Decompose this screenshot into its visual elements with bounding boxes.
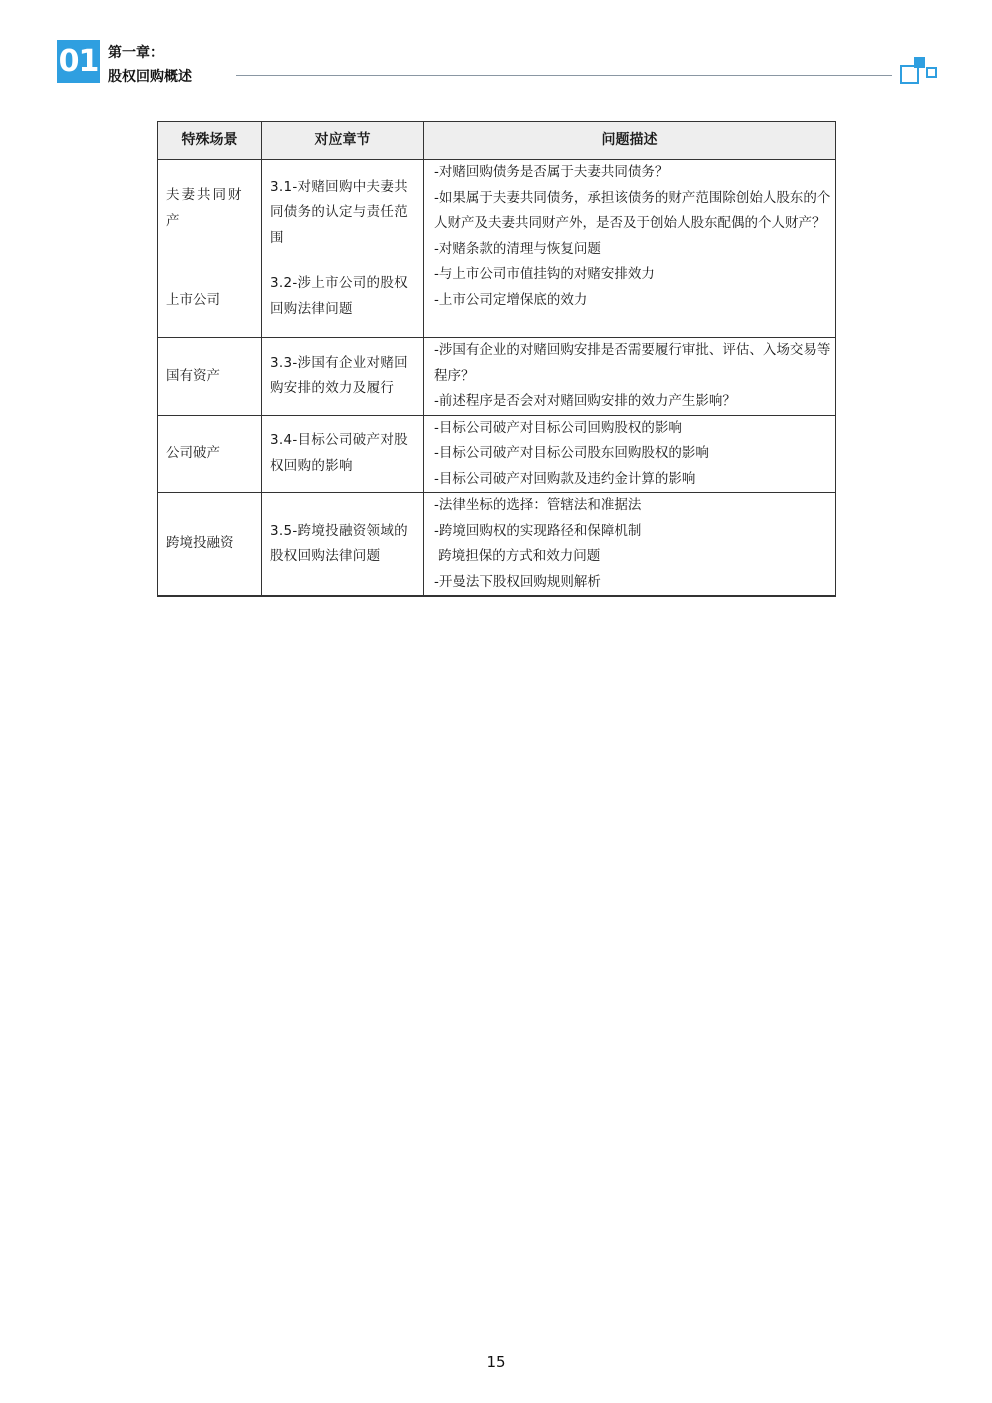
chapter-cell: 3.5-跨境投融资领域的股权回购法律问题 bbox=[262, 493, 424, 597]
chapter-number-badge: 01 bbox=[57, 40, 100, 83]
squares-icon bbox=[900, 57, 938, 87]
page-number: 15 bbox=[486, 1353, 506, 1371]
issue-line: -前述程序是否会对对赌回购安排的效力产生影响？ bbox=[434, 393, 736, 409]
issue-line: -如果属于夫妻共同债务，承担该债务的财产范围除创始人股东的个人财产及夫妻共同财产外，是否及于创始人股东配偶的个人财产？ bbox=[434, 189, 831, 231]
column-header-scene: 特殊场景 bbox=[158, 122, 262, 160]
scene-cell: 公司破产 bbox=[158, 415, 262, 493]
chapter-label: 第一章： bbox=[108, 45, 164, 61]
chapter-label: 3.2-涉上市公司的股权回购法律问题 bbox=[270, 275, 408, 317]
column-header-chapter: 对应章节 bbox=[262, 122, 424, 160]
column-header-issues: 问题描述 bbox=[424, 122, 836, 160]
issue-line: -开曼法下股权回购规则解析 bbox=[434, 573, 601, 590]
issue-line: -目标公司破产对目标公司回购股权的影响 bbox=[434, 419, 682, 436]
chapter-title: 股权回购概述 bbox=[108, 69, 192, 85]
issue-line: -与上市公司市值挂钩的对赌安排效力 bbox=[434, 266, 655, 282]
issue-line: -跨境回购权的实现路径和保障机制 bbox=[434, 522, 642, 539]
special-scenarios-table bbox=[157, 121, 836, 597]
table-row bbox=[158, 160, 836, 338]
issue-line: -法律坐标的选择：管辖法和准据法 bbox=[434, 497, 642, 513]
scene-label: 上市公司 bbox=[166, 292, 220, 309]
issues-cell bbox=[424, 338, 836, 416]
chapter-label: 3.1-对赌回购中夫妻共同债务的认定与责任范围 bbox=[270, 178, 408, 246]
header-divider bbox=[236, 75, 892, 76]
scene-cell bbox=[158, 160, 262, 338]
issue-line: -涉国有企业的对赌回购安排是否需要履行审批、评估、入场交易等程序？ bbox=[434, 342, 831, 384]
issues-cell bbox=[424, 493, 836, 597]
square-solid-icon bbox=[914, 57, 925, 68]
chapter-cell: 3.4-目标公司破产对股权回购的影响 bbox=[262, 415, 424, 493]
scene-cell: 国有资产 bbox=[158, 338, 262, 416]
table-row bbox=[158, 415, 836, 493]
issues-cell bbox=[424, 160, 836, 338]
issue-line: -对赌条款的清理与恢复问题 bbox=[434, 240, 601, 257]
table-row bbox=[158, 338, 836, 416]
issue-line: -对赌回购债务是否属于夫妻共同债务？ bbox=[434, 164, 669, 180]
issue-line: -目标公司破产对目标公司股东回购股权的影响 bbox=[434, 445, 709, 461]
issue-line: 跨境担保的方式和效力问题 bbox=[434, 548, 601, 564]
issue-line: -上市公司定增保底的效力 bbox=[434, 291, 588, 308]
scene-cell: 跨境投融资 bbox=[158, 493, 262, 597]
table-row bbox=[158, 493, 836, 597]
chapter-cell: 3.3-涉国有企业对赌回购安排的效力及履行 bbox=[262, 338, 424, 416]
chapter-cell bbox=[262, 160, 424, 338]
square-small-icon bbox=[926, 67, 937, 78]
scene-label: 夫妻共同财产 bbox=[166, 187, 244, 229]
issues-cell bbox=[424, 415, 836, 493]
table-header-row bbox=[158, 122, 836, 160]
issue-line: -目标公司破产对回购款及违约金计算的影响 bbox=[434, 470, 696, 487]
